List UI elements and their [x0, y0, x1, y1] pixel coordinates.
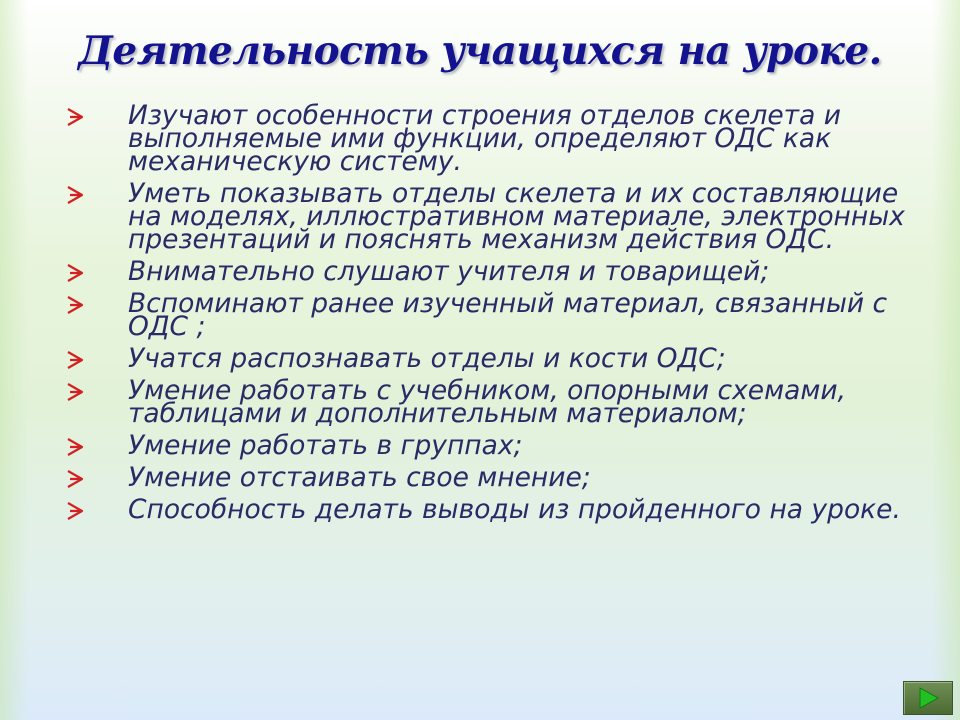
arrow-bullet-icon [66, 349, 92, 371]
next-slide-button[interactable] [903, 681, 953, 715]
list-item-text: Умение отстаивать свое мнение; [128, 462, 591, 493]
background-right-edge [932, 0, 960, 720]
arrow-bullet-icon [66, 436, 92, 458]
list-item [66, 343, 936, 374]
list-item-text: Умение работать в группах; [128, 430, 523, 461]
arrow-bullet-icon [66, 106, 92, 128]
list-item-text: Умение работать с учебником, опорными схемами, таблицами и дополнительным материалом; [128, 375, 846, 429]
list-item [66, 494, 936, 525]
play-arrow-icon [918, 687, 940, 709]
list-item-text: Изучают особенности строения отделов скелета и выполняемые ими функции, определяют ОДС как механическую систему. [128, 100, 841, 177]
list-item [66, 375, 936, 429]
list-item-text: Учатся распознавать отделы и кости ОДС; [128, 343, 726, 374]
background-left-edge [0, 0, 28, 720]
list-item [66, 288, 936, 342]
arrow-bullet-icon [66, 468, 92, 490]
list-item [66, 100, 936, 177]
arrow-bullet-icon [66, 262, 92, 284]
list-item-text: Внимательно слушают учителя и товарищей; [128, 256, 770, 287]
slide-title: Деятельность учащихся на уроке. [78, 28, 882, 74]
arrow-bullet-icon [66, 381, 92, 403]
arrow-bullet-icon [66, 184, 92, 206]
list-item-text: Вспоминают ранее изученный материал, связанный с ОДС ; [128, 288, 888, 342]
list-item [66, 430, 936, 461]
list-item [66, 178, 936, 255]
list-item [66, 256, 936, 287]
arrow-bullet-icon [66, 294, 92, 316]
bullet-list [66, 100, 936, 530]
list-item [66, 462, 936, 493]
list-item-text: Уметь показывать отделы скелета и их составляющие на моделях, иллюстративном материале, электронных презентаций и пояснять механизм действия ОДС. [128, 178, 905, 255]
arrow-bullet-icon [66, 500, 92, 522]
list-item-text: Способность делать выводы из пройденного на уроке. [128, 494, 901, 525]
